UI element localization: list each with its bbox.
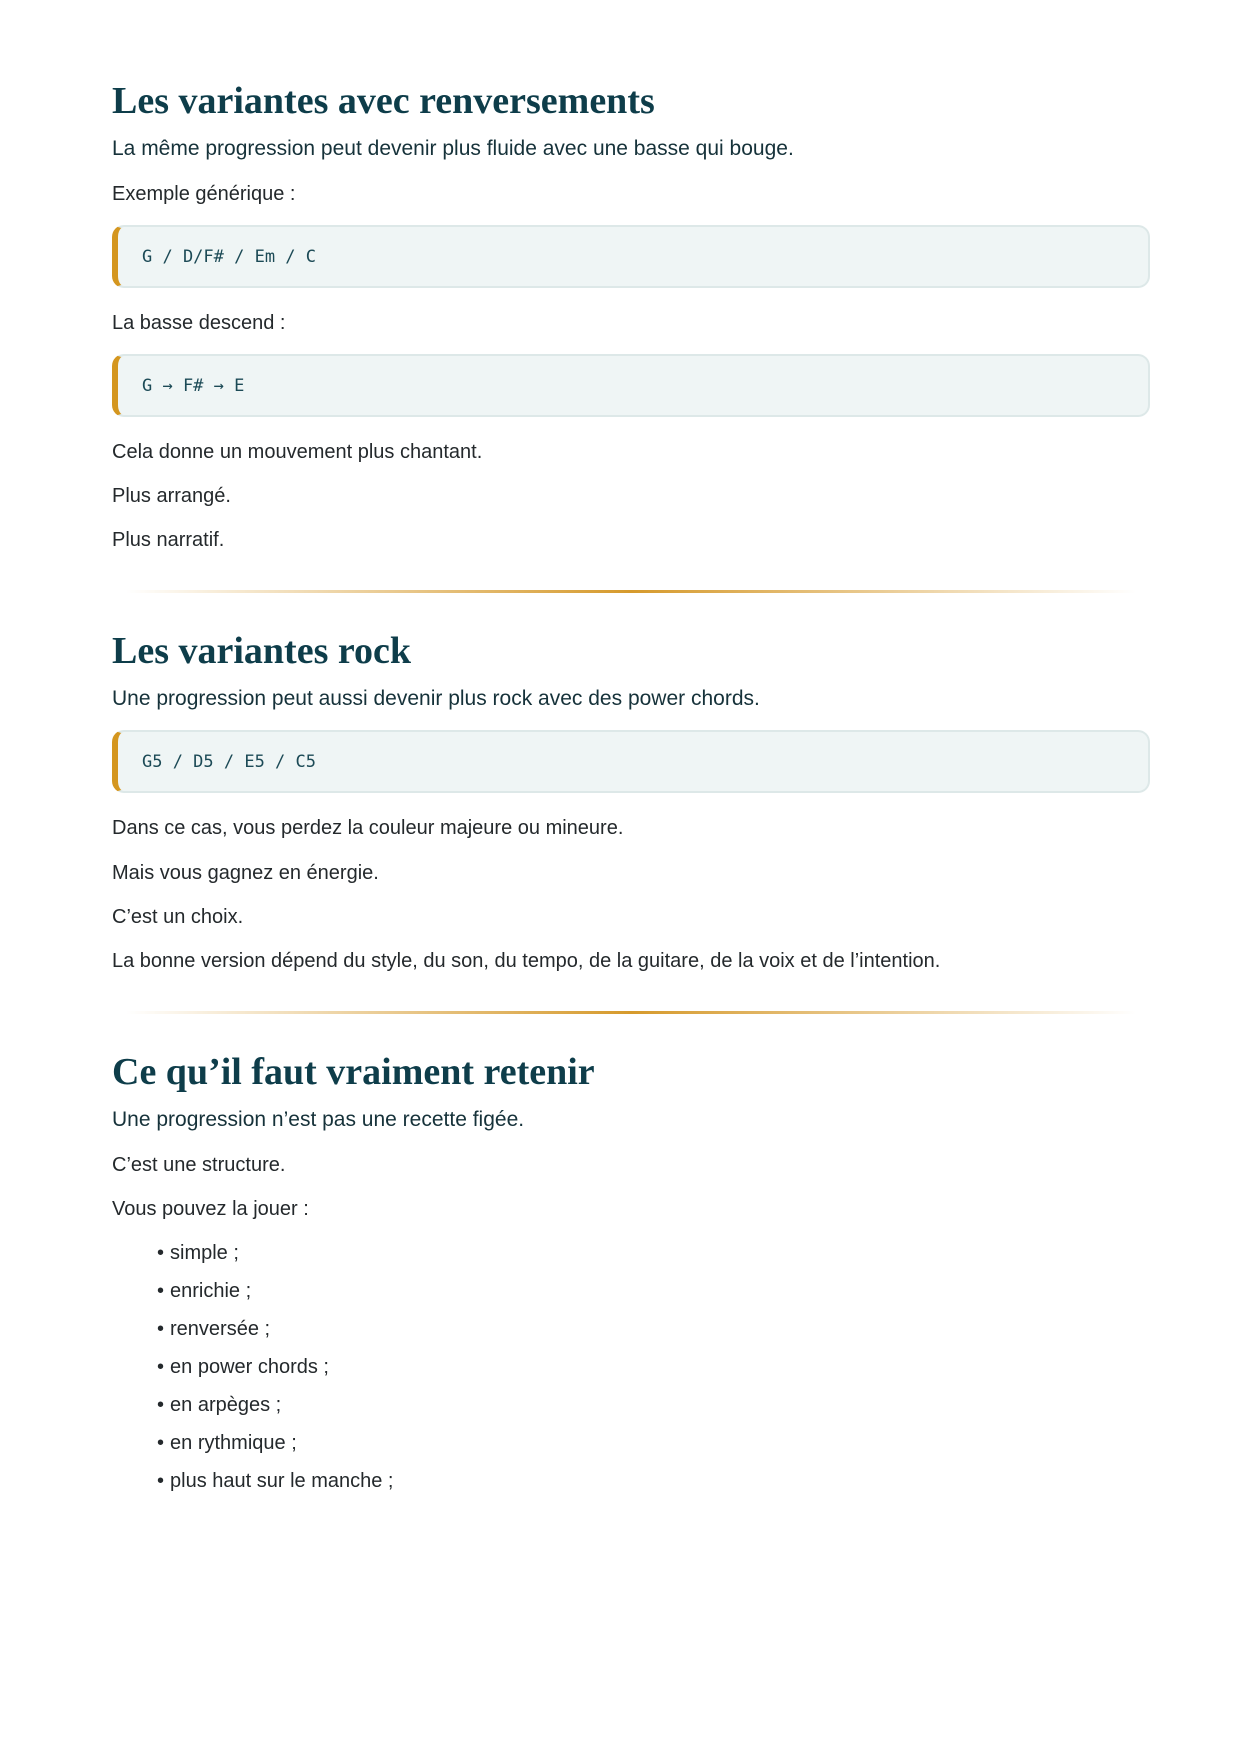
code-block [112,730,1150,793]
section-lead: Une progression n’est pas une recette figée. [112,1108,525,1131]
paragraph: La bonne version dépend du style, du son, du tempo, de la guitare, de la voix et de l’intention. [112,950,941,972]
paragraph: Vous pouvez la jouer : [112,1198,309,1220]
list-item: • en rythmique ; [157,1424,393,1462]
list-item: • enrichie ; [157,1272,393,1310]
section-lead: Une progression peut aussi devenir plus rock avec des power chords. [112,687,760,710]
paragraph: Mais vous gagnez en énergie. [112,862,379,884]
section-lead: La même progression peut devenir plus fluide avec une basse qui bouge. [112,137,794,160]
bullet-list [112,1234,393,1500]
paragraph: Plus arrangé. [112,485,231,507]
list-item: • simple ; [157,1234,393,1272]
section-divider [126,590,1136,593]
code-text: G / D/F# / Em / C [142,246,316,267]
paragraph: Dans ce cas, vous perdez la couleur majeure ou mineure. [112,817,624,839]
list-item: • en arpèges ; [157,1386,393,1424]
list-item: • en power chords ; [157,1348,393,1386]
code-block [112,354,1150,417]
code-text: G → F# → E [142,375,245,396]
paragraph: Exemple générique : [112,183,296,205]
section-title-renversements: Les variantes avec renversements [112,80,655,122]
paragraph: C’est une structure. [112,1154,286,1176]
list-item: • renversée ; [157,1310,393,1348]
code-block [112,225,1150,288]
section-divider [126,1011,1136,1014]
paragraph: C’est un choix. [112,906,244,928]
section-title-rock: Les variantes rock [112,630,412,672]
paragraph: La basse descend : [112,312,286,334]
code-text: G5 / D5 / E5 / C5 [142,751,316,772]
paragraph: Cela donne un mouvement plus chantant. [112,441,483,463]
section-title-retenir: Ce qu’il faut vraiment retenir [112,1051,595,1093]
paragraph: Plus narratif. [112,529,225,551]
list-item: • plus haut sur le manche ; [157,1462,393,1500]
